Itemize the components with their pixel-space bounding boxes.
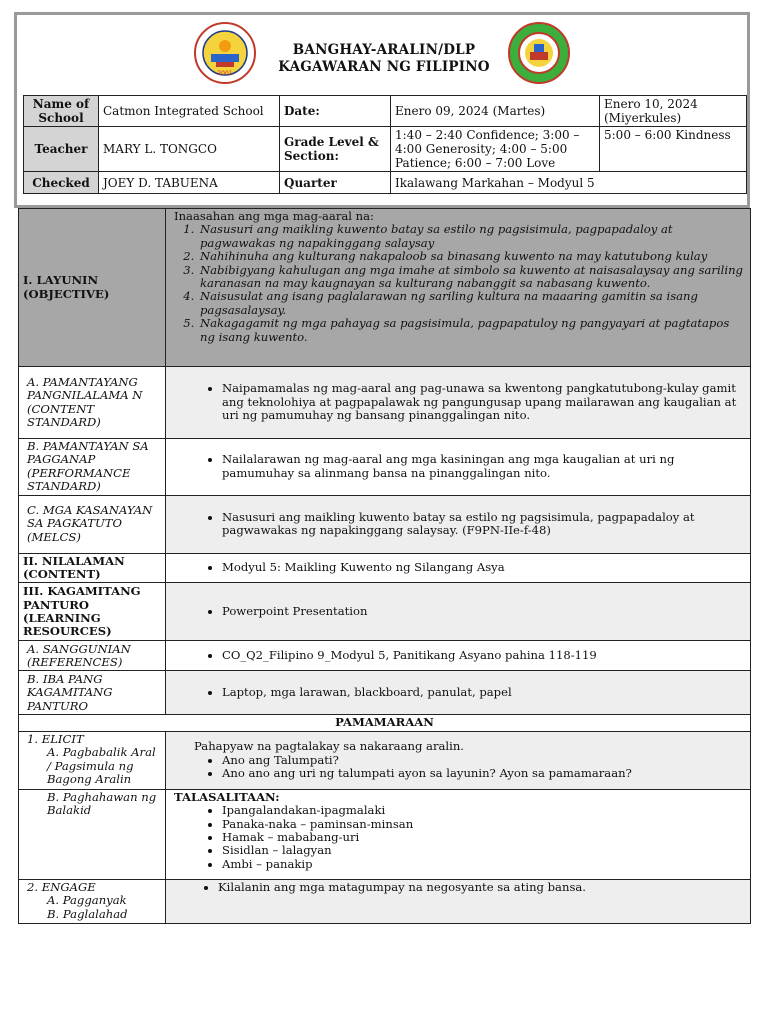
iba-pang-text: • Laptop, mga larawan, blackboard, panulat, papel bbox=[222, 686, 746, 699]
grade-label: Grade Level & Section: bbox=[280, 127, 391, 172]
elicit-label bbox=[19, 731, 166, 789]
objective-item: 4. Naisusulat ang isang paglalarawan ng sariling kultura na maaaring gamitin sa isang pagsasalaysay. bbox=[198, 290, 746, 317]
info-table bbox=[23, 95, 747, 194]
talasalitaan-heading: TALASALITAAN: bbox=[174, 789, 280, 804]
vocab-item: • Ambi – panakip bbox=[222, 858, 746, 871]
paghahawan-label: B. Paghahawan ng Balakid bbox=[19, 789, 166, 879]
elicit-content bbox=[166, 731, 751, 789]
quarter-label: Quarter bbox=[280, 172, 391, 194]
content-standard-content bbox=[166, 367, 751, 439]
teacher-value: MARY L. TONGCO bbox=[99, 127, 280, 172]
engage-label-1: 2. ENGAGE bbox=[27, 879, 96, 894]
engage-row bbox=[19, 879, 751, 923]
performance-standard-text: • Nailalarawan ng mag-aaral ang mga kasiningan ang mga kaugalian at uri ng pamumuhay sa alinmang bansa na pinanggalingan nito. bbox=[222, 453, 746, 480]
teacher-label: Teacher bbox=[24, 127, 99, 172]
elicit-row bbox=[19, 731, 751, 789]
content-standard-label: A. PAMANTAYANG PANGNILALAMA N (CONTENT STANDARD) bbox=[19, 367, 166, 439]
kagamitan-content bbox=[166, 583, 751, 641]
performance-standard-label: B. PAMANTAYAN SA PAGGANAP (PERFORMANCE STANDARD) bbox=[19, 439, 166, 496]
svg-text:2001: 2001 bbox=[217, 70, 233, 77]
objective-item: 1. Nasusuri ang maikling kuwento batay sa estilo ng pagsisimula, pagpapadaloy at pagwawakas ng napakinggang salaysay bbox=[198, 223, 746, 250]
elicit-item: • Ano ano ang uri ng talumpati ayon sa layunin? Ayon sa pamamaraan? bbox=[222, 767, 746, 780]
school-value: Catmon Integrated School bbox=[99, 96, 280, 127]
melcs-row bbox=[19, 495, 751, 553]
nilalaman-content bbox=[166, 553, 751, 583]
date-value-2: Enero 10, 2024 (Miyerkules) bbox=[600, 96, 747, 127]
vocab-item: • Sisidlan – lalagyan bbox=[222, 844, 746, 857]
objective-item: 2. Nahihinuha ang kulturang nakapaloob sa binasang kuwento na may katutubong kulay bbox=[198, 250, 746, 263]
school-label: Name of School bbox=[24, 96, 99, 127]
engage-label bbox=[19, 879, 166, 923]
checked-value: JOEY D. TABUENA bbox=[99, 172, 280, 194]
elicit-intro: Pahapyaw na pagtalakay sa nakaraang aralin. bbox=[194, 739, 464, 754]
pamamaraan-row bbox=[19, 715, 751, 731]
sanggunian-text: • CO_Q2_Filipino 9_Modyul 5, Panitikang Asyano pahina 118-119 bbox=[222, 649, 746, 662]
layunin-content bbox=[166, 209, 751, 367]
sanggunian-row bbox=[19, 641, 751, 671]
school-seal-icon bbox=[508, 22, 570, 84]
layunin-row bbox=[19, 209, 751, 367]
checked-label: Checked bbox=[24, 172, 99, 194]
title-line-1: BANGHAY-ARALIN/DLP bbox=[292, 42, 476, 58]
elicit-label-1: 1. ELICIT bbox=[27, 731, 84, 746]
engage-content bbox=[166, 879, 751, 923]
vocab-item: • Hamak – mababang-uri bbox=[222, 831, 746, 844]
vocab-item: • Panaka-naka – paminsan-minsan bbox=[222, 818, 746, 831]
date-value-1: Enero 09, 2024 (Martes) bbox=[391, 96, 600, 127]
objective-item: 5. Nakagagamit ng mga pahayag sa pagsisimula, pagpapatuloy ng pangyayari at pagtatapos ng isang kuwento. bbox=[198, 317, 746, 344]
elicit-item: • Ano ang Talumpati? bbox=[222, 754, 746, 767]
paghahawan-content bbox=[166, 789, 751, 879]
engage-text: • Kilalanin ang mga matagumpay na negosyante sa ating bansa. bbox=[218, 881, 746, 894]
date-label: Date: bbox=[280, 96, 391, 127]
lesson-plan-table bbox=[18, 208, 751, 924]
melcs-text: • Nasusuri ang maikling kuwento batay sa estilo ng pagsisimula, pagpapadaloy at pagwawakas ng napakinggang salaysay. (F9PN-IIe-f-48) bbox=[222, 511, 746, 538]
pamamaraan-heading: PAMAMARAAN bbox=[19, 715, 751, 731]
kagamitan-label: III. KAGAMITANG PANTURO (LEARNING RESOURCES) bbox=[19, 583, 166, 641]
performance-standard-content bbox=[166, 439, 751, 496]
elicit-label-2: A. Pagbabalik Aral / Pagsimula ng Bagong Aralin bbox=[47, 745, 156, 787]
sanggunian-content bbox=[166, 641, 751, 671]
kagamitan-text: • Powerpoint Presentation bbox=[222, 605, 746, 618]
objective-item: 3. Nabibigyang kahulugan ang mga imahe at simbolo sa kuwento at naisasalaysay ang sariling karanasan na may kaugnayan sa kulturang nabanggit sa nabasang kuwento. bbox=[198, 264, 746, 291]
paghahawan-row bbox=[19, 789, 751, 879]
performance-standard-row bbox=[19, 439, 751, 496]
melcs-label: C. MGA KASANAYAN SA PAGKATUTO (MELCS) bbox=[19, 495, 166, 553]
content-standard-row bbox=[19, 367, 751, 439]
kagamitan-row bbox=[19, 583, 751, 641]
melcs-content bbox=[166, 495, 751, 553]
objective-list bbox=[170, 223, 746, 344]
document-title bbox=[270, 42, 498, 76]
grade-value-2: 5:00 – 6:00 Kindness bbox=[600, 127, 747, 172]
content-standard-text: • Naipamamalas ng mag-aaral ang pag-unawa sa kwentong pangkatutubong-kulay gamit ang teknolohiya at pagpapalawak ng pangungusap upang mailarawan ang kaugalian at uri ng pamumuhay ng bansang pinanggalingan nito. bbox=[222, 382, 746, 422]
vocab-item: • Ipangalandakan-ipagmalaki bbox=[222, 804, 746, 817]
quarter-value: Ikalawang Markahan – Modyul 5 bbox=[391, 172, 747, 194]
engage-label-2: A. Pagganyak bbox=[47, 893, 127, 908]
division-seal-icon bbox=[194, 22, 256, 84]
title-line-2: KAGAWARAN NG FILIPINO bbox=[278, 59, 490, 75]
iba-pang-label: B. IBA PANG KAGAMITANG PANTURO bbox=[19, 671, 166, 715]
layunin-label: I. LAYUNIN (OBJECTIVE) bbox=[19, 209, 166, 367]
nilalaman-text: • Modyul 5: Maikling Kuwento ng Silangang Asya bbox=[222, 561, 746, 574]
iba-pang-content bbox=[166, 671, 751, 715]
nilalaman-label: II. NILALAMAN (CONTENT) bbox=[19, 553, 166, 583]
engage-label-3: B. Paglalahad bbox=[47, 906, 128, 921]
iba-pang-row bbox=[19, 671, 751, 715]
grade-value-1: 1:40 – 2:40 Confidence; 3:00 – 4:00 Generosity; 4:00 – 5:00 Patience; 6:00 – 7:00 Love bbox=[391, 127, 600, 172]
nilalaman-row bbox=[19, 553, 751, 583]
sanggunian-label: A. SANGGUNIAN (REFERENCES) bbox=[19, 641, 166, 671]
layunin-intro: Inaasahan ang mga mag-aaral na: bbox=[174, 209, 374, 223]
